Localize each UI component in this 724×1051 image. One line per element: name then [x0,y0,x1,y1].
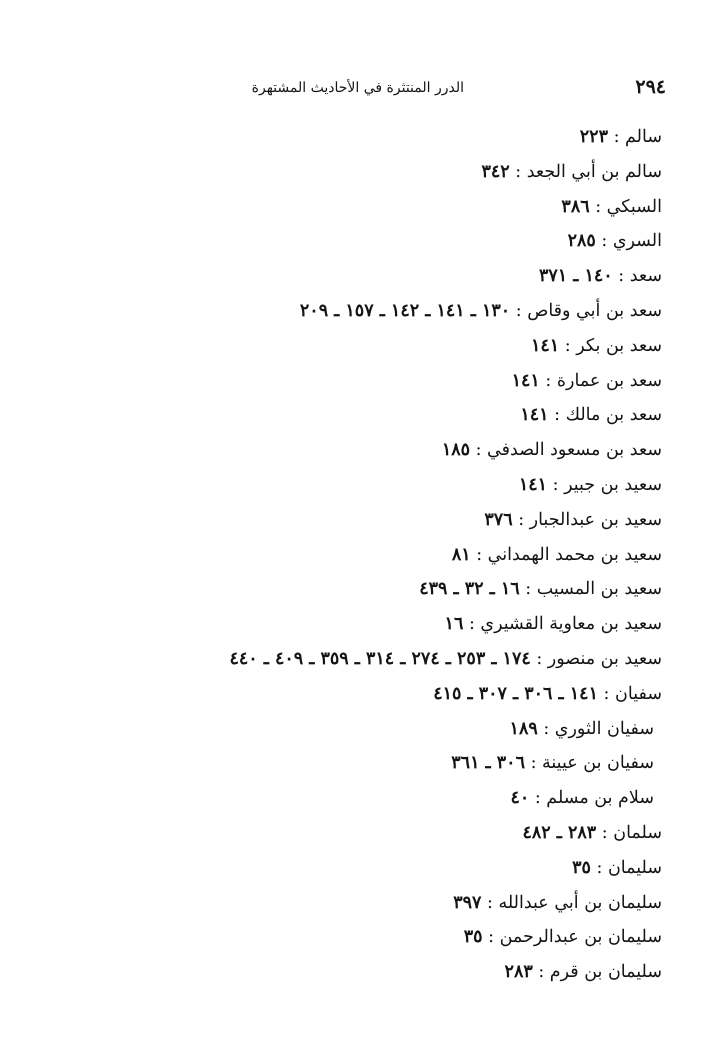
entry-name: سالم : [613,127,662,147]
entry-pages: ١٨٥ [441,440,471,461]
entry-name: سليمان : [596,857,662,878]
index-entry [102,816,662,851]
index-entry [102,607,662,642]
entry-name: سفيان الثوري : [543,718,654,739]
index-entry [102,677,662,712]
index-entry [102,746,662,781]
index-entry [102,712,662,747]
entry-pages: ٢٢٣ [579,127,608,147]
entry-name: سلام بن مسلم : [534,788,654,809]
index-entry [102,398,662,433]
entry-name: سعيد بن منصور : [536,648,662,669]
entry-pages: ٤٠ [510,788,530,809]
entry-pages: ٣٨٦ [561,196,590,217]
entry-pages: ١٤١ [518,474,548,495]
entry-name: سعيد بن محمد الهمداني : [476,544,662,565]
index-entry [102,920,662,955]
index-entry [102,433,662,468]
running-title: الدرر المنتثرة في الأحاديث المشتهرة [251,80,464,96]
entry-name: سليمان بن عبدالرحمن : [488,927,662,948]
entry-pages: ١٤١ [520,405,549,426]
index-entry [102,781,662,816]
page-number: ٢٩٤ [635,76,666,98]
entry-pages: ١٤٠ ـ ٣٧١ [538,266,613,287]
index-entry [102,294,662,329]
index-entry [102,364,662,399]
entry-pages: ٣٧٦ [484,509,513,530]
entry-pages: ١٤١ [511,370,540,391]
entry-name: سعد بن مالك : [554,405,662,426]
entry-pages: ١٧٤ ـ ٢٥٣ ـ ٢٧٤ ـ ٣١٤ ـ ٣٥٩ ـ ٤٠٩ ـ ٤٤٠ [229,648,531,669]
index-entry [102,886,662,921]
entry-pages: ٢٨٣ ـ ٤٨٢ [522,822,597,843]
entry-name: سعد : [618,266,662,287]
index-entry [102,955,662,990]
index-entry [102,468,662,503]
index-entry [102,572,662,607]
index-entry [102,224,662,259]
index-entry [102,538,662,573]
entry-name: السري : [601,231,662,252]
entry-pages: ٣٤٢ [481,161,510,182]
entry-pages: ٢٨٣ [504,962,533,983]
index-entry [102,642,662,677]
page-header [251,72,666,104]
entry-pages: ١٨٩ [509,718,538,739]
index-entry [102,503,662,538]
index-entry [102,329,662,364]
index-entry [102,120,662,155]
entry-pages: ١٦ [444,614,464,635]
entry-name: سليمان بن أبي عبدالله : [487,892,662,913]
index-entry [102,851,662,886]
index-entry [102,259,662,294]
entry-pages: ٣٥ [572,857,591,878]
entry-name: سعد بن مسعود الصدفي : [475,440,662,461]
entry-name: سعيد بن المسيب : [525,579,662,600]
index-entry [102,190,662,225]
entry-name: سفيان بن عيينة : [530,753,654,774]
name-index-list [102,120,662,990]
entry-pages: ٣٥ [463,927,483,948]
entry-name: سعيد بن عبدالجبار : [518,509,662,530]
entry-name: سعيد بن جبير : [552,474,662,495]
entry-name: السبكي : [595,196,662,217]
entry-name: سعد بن بكر : [564,335,662,356]
entry-pages: ١٦ ـ ٣٢ ـ ٤٣٩ [419,579,520,600]
entry-name: سعد بن أبي وقاص : [515,300,662,321]
entry-pages: ١٤١ ـ ٣٠٦ ـ ٣٠٧ ـ ٤١٥ [433,683,598,704]
entry-pages: ١٤١ [530,335,560,356]
entry-name: سعيد بن معاوية القشيري : [468,614,662,635]
entry-name: سالم بن أبي الجعد : [515,161,662,182]
entry-pages: ٣٩٧ [453,892,482,913]
entry-pages: ٨١ [451,544,471,565]
entry-pages: ١٣٠ ـ ١٤١ ـ ١٤٢ ـ ١٥٧ ـ ٢٠٩ [299,300,511,321]
entry-name: سلمان : [601,822,662,843]
index-entry [102,155,662,190]
entry-pages: ٢٨٥ [567,231,596,252]
entry-pages: ٣٠٦ ـ ٣٦١ [451,753,525,774]
entry-name: سليمان بن قرم : [538,962,662,983]
entry-name: سعد بن عمارة : [545,370,662,391]
entry-name: سفيان : [603,683,662,704]
